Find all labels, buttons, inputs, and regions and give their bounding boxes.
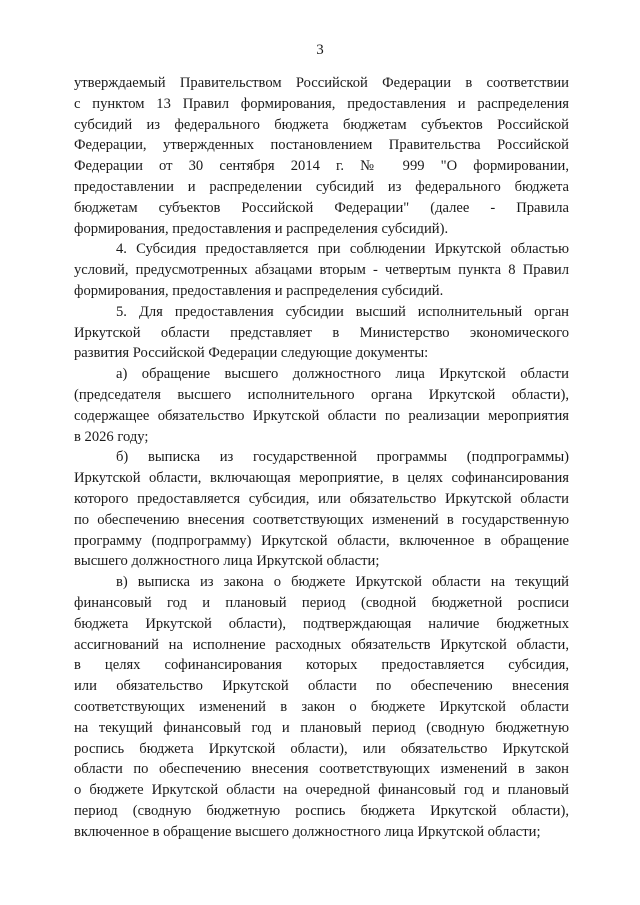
text-line: в) выписка из закона о бюджете Иркутской области на текущий xyxy=(116,574,569,591)
text-line: (председателя высшего исполнительного органа Иркутской области), xyxy=(74,386,569,403)
text-line: которого предоставляется субсидия, или обязательство Иркутской области xyxy=(74,490,569,507)
text-line: ассигнований на исполнение расходных обязательств Иркутской области, xyxy=(74,636,569,653)
text-line: о бюджете Иркутской области на очередной финансовый год и плановый xyxy=(74,782,569,799)
text-line: содержащее обязательство Иркутской области по реализации мероприятия xyxy=(74,407,569,424)
text-line: финансовый год и плановый период (сводной бюджетной росписи xyxy=(74,594,569,611)
text-line: условий, предусмотренных абзацами вторым - четвертым пункта 8 Правил xyxy=(74,262,569,279)
text-line: на текущий финансовый год и плановый период (сводную бюджетную xyxy=(74,719,569,736)
text-line: программу (подпрограмму) Иркутской области, включенное в обращение xyxy=(74,532,569,549)
text-line: Иркутской области, включающая мероприятие, в целях софинансирования xyxy=(74,470,569,487)
text-line: Иркутской области представляет в Министерство экономического xyxy=(74,324,569,341)
text-line: по обеспечению внесения соответствующих изменений в государственную xyxy=(74,511,569,528)
text-line: Федерации от 30 сентября 2014 г. № 999 "О формировании, xyxy=(74,158,569,175)
text-line: формирования, предоставления и распределения субсидий). xyxy=(74,220,449,237)
document-body xyxy=(74,73,569,842)
text-line: включенное в обращение высшего должностного лица Иркутской области; xyxy=(74,823,541,840)
text-line: в целях софинансирования которых предоставляется субсидия, xyxy=(74,657,569,674)
text-line: период (сводную бюджетную роспись бюджета Иркутской области), xyxy=(74,802,569,819)
text-line: бюджета Иркутской области), подтверждающая наличие бюджетных xyxy=(74,615,569,632)
text-line: а) обращение высшего должностного лица Иркутской области xyxy=(116,366,569,383)
text-line: субсидий из федерального бюджета бюджетам субъектов Российской xyxy=(74,116,569,133)
text-line: предоставлении и распределении субсидий из федерального бюджета xyxy=(74,178,569,195)
text-line: развития Российской Федерации следующие документы: xyxy=(74,345,429,362)
text-line: роспись бюджета Иркутской области), или обязательство Иркутской xyxy=(74,740,569,757)
text-line: высшего должностного лица Иркутской области; xyxy=(74,553,380,570)
text-line: Федерации, утвержденных постановлением Правительства Российской xyxy=(74,137,569,154)
text-line: формирования, предоставления и распределения субсидий. xyxy=(74,282,444,299)
page-number: 3 xyxy=(316,42,324,58)
text-line: бюджетам субъектов Российской Федерации" (далее - Правила xyxy=(74,199,569,216)
text-line: области по обеспечению внесения соответствующих изменений в закон xyxy=(74,761,569,778)
text-line: в 2026 году; xyxy=(74,428,149,445)
text-line: с пунктом 13 Правил формирования, предоставления и распределения xyxy=(74,95,569,112)
text-line: соответствующих изменений в закон о бюджете Иркутской области xyxy=(74,698,569,715)
text-line: б) выписка из государственной программы (подпрограммы) xyxy=(116,449,569,466)
text-line: или обязательство Иркутской области по обеспечению внесения xyxy=(74,678,569,695)
text-line: утверждаемый Правительством Российской Федерации в соответствии xyxy=(74,75,569,91)
text-line: 5. Для предоставления субсидии высший исполнительный орган xyxy=(116,303,569,320)
text-line: 4. Субсидия предоставляется при соблюдении Иркутской областью xyxy=(116,241,569,258)
